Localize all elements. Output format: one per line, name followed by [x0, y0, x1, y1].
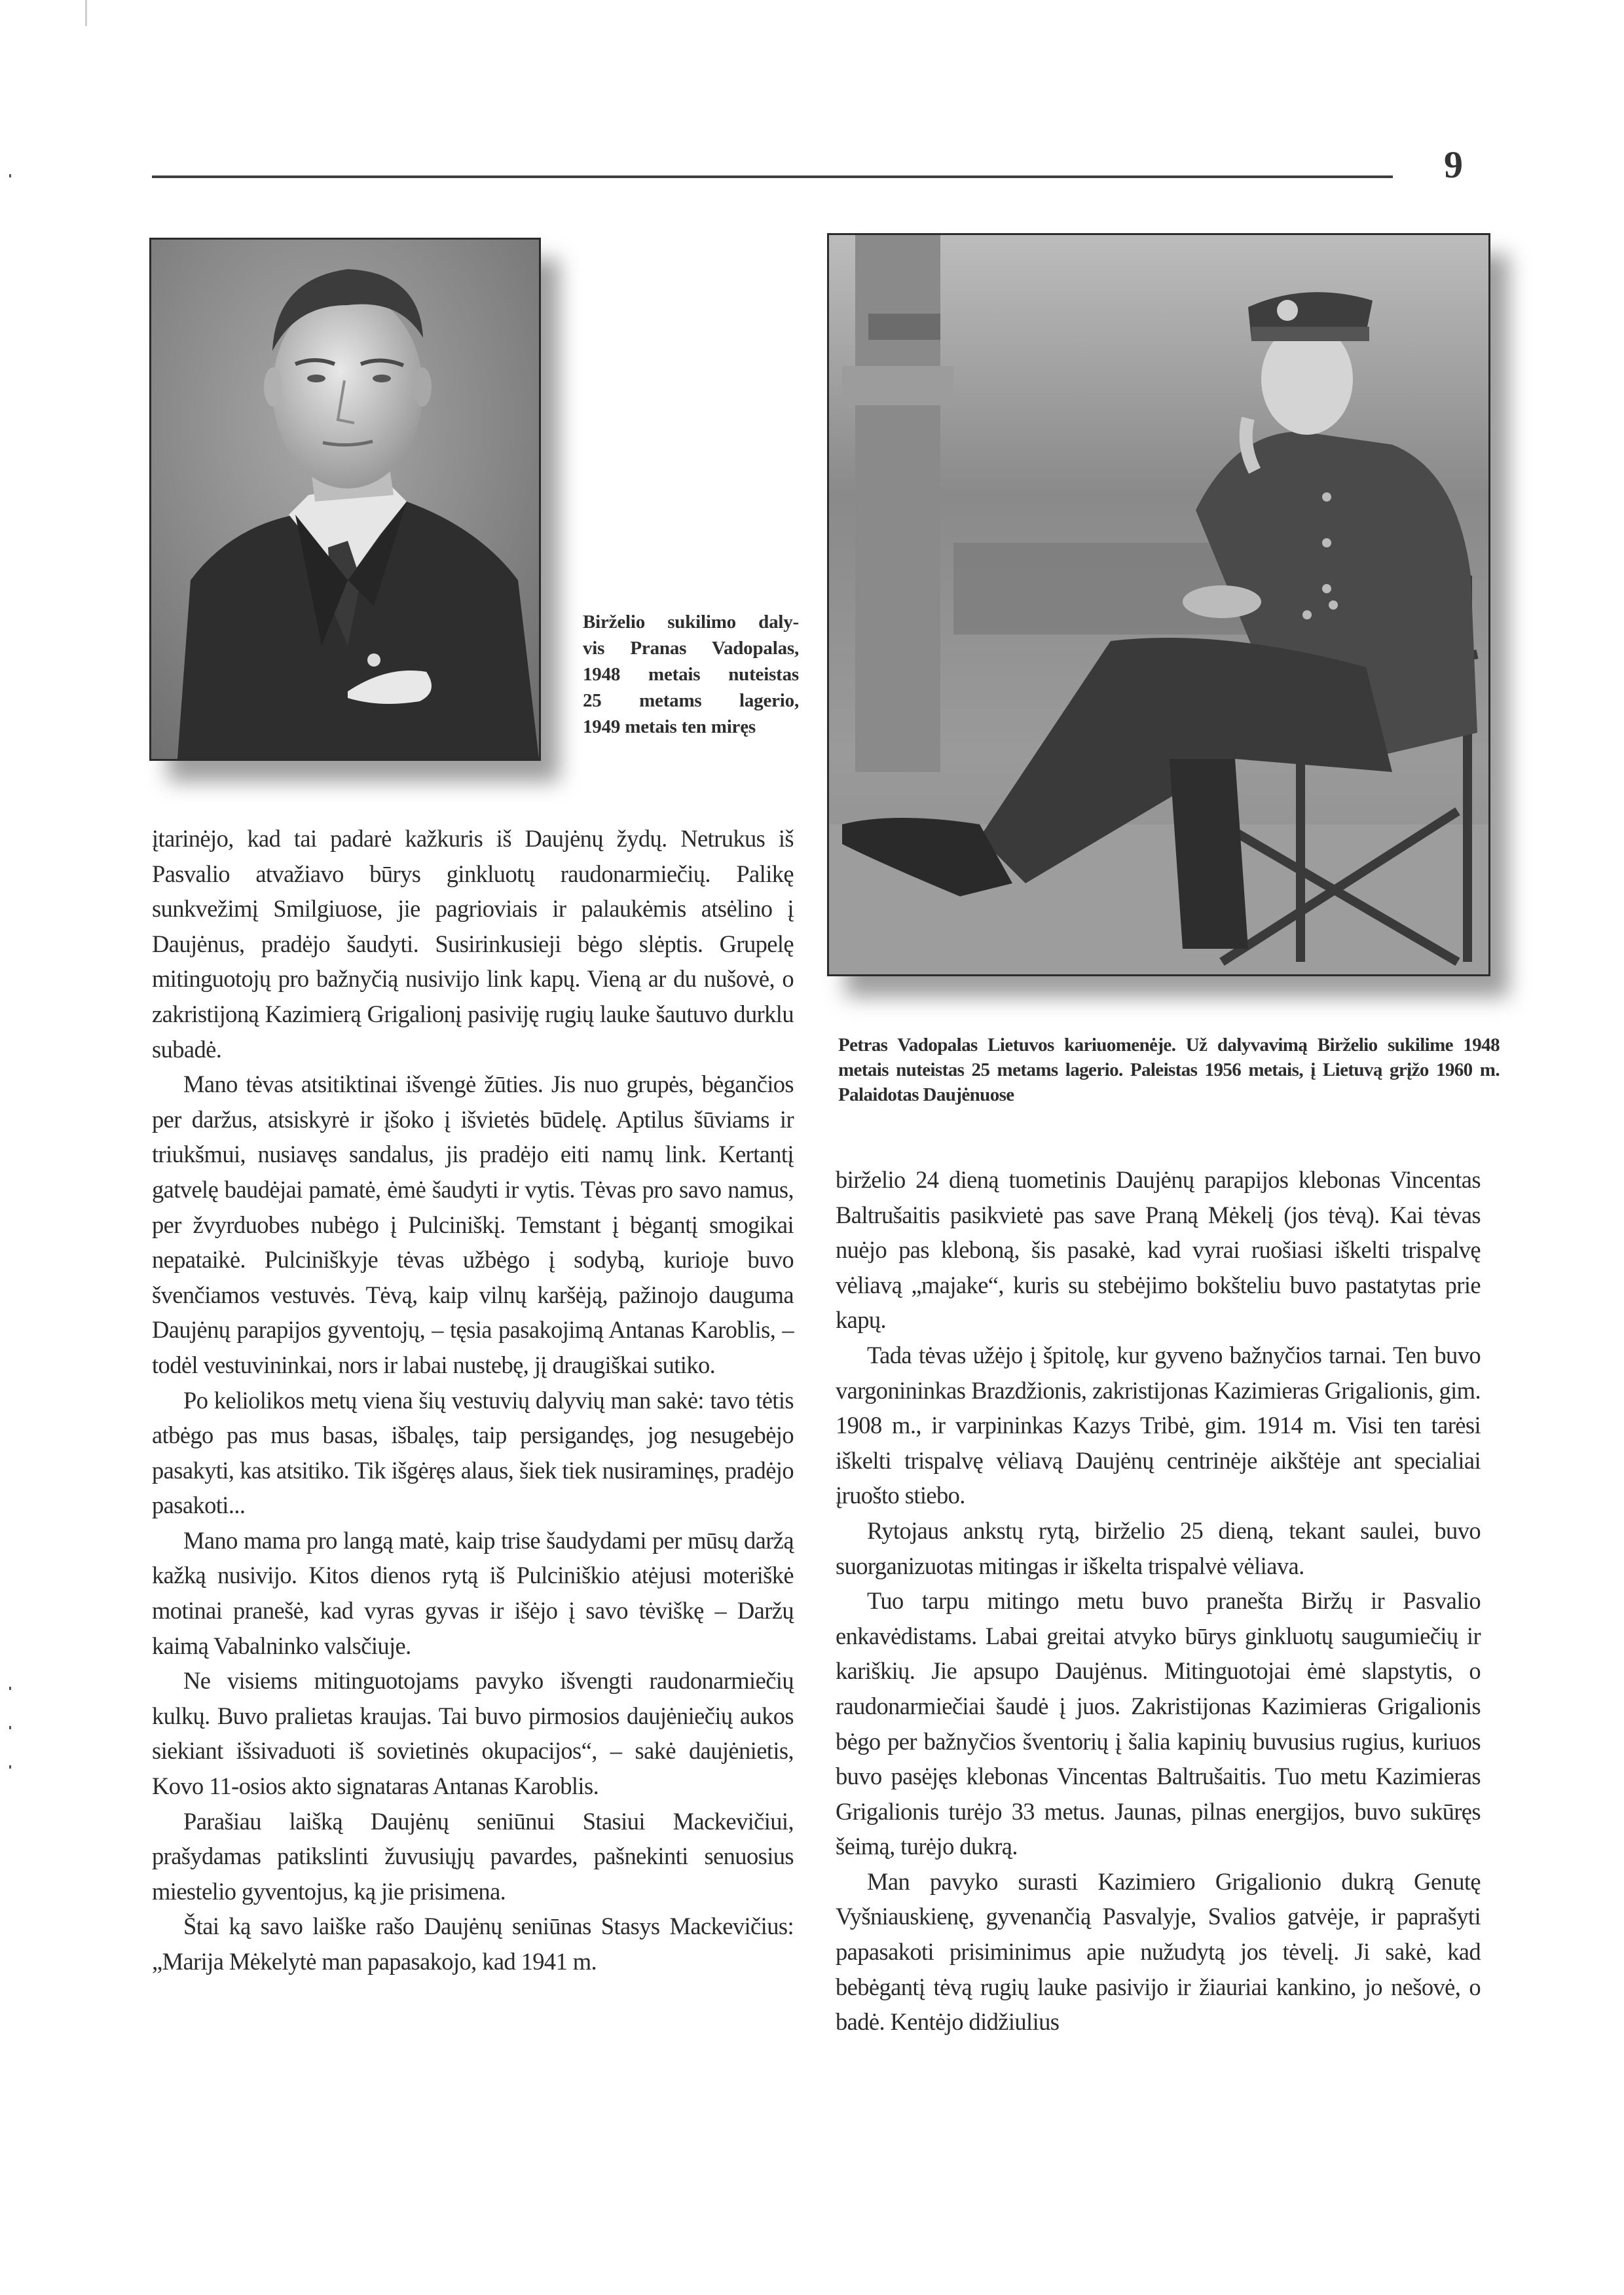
caption-line: vis Pranas Vadopalas,	[583, 638, 799, 659]
caption-line: 25 metams lagerio,	[583, 690, 799, 711]
paragraph: Man pavyko surasti Kazimiero Grigalionio dukrą Genutę Vyšniauskienę, gyvenančią Pasvalyje, Svalios gatvėje, ir paprašyti papasakoti prisiminimus apie nužudytą jos tėvelį. Ji sakė, kad bebėgantį tėvą rugių lauke pasivijo ir žiauriai kankino, jo nešovė, o badė. Kentėjo didžiulius	[836, 1867, 1481, 2036]
paragraph: Mano tėvas atsitiktinai išvengė žūties. Jis nuo grupės, bėgančios per daržus, atsiskyrė ir įšoko į išvietės būdelę. Aptilus šūviams ir triukšmui, nusiavęs sandalus, jis pradėjo eiti namų link. Kertantį gatvelę baudėjai pamatė, ėmė šaudyti ir vytis. Tėvas pro savo namus, per žvyrduobes nubėgo į Pulciniškį. Temstant į bėgantį smogikai nepataikė. Pulciniškyje tėvas užbėgo į sodybą, kurioje buvo švenčiamos vestuvės. Tėvą, kaip vilnų karšėją, pažinojo dauguma Daujėnų parapijos gyventojų, – tęsia pasakojimą Antanas Karoblis, – todėl vestuvininkai, nors ir labai nustebę, jį draugiškai sutiko.	[152, 1071, 794, 1378]
paragraph: Ne visiems mitinguotojams pavyko išvengti raudonarmiečių kulkų. Buvo pralietas kraujas. Tai buvo pirmosios daujėniečių aukos siekiant išsivaduoti iš sovietinės okupacijos“, – sakė daujėnietis, Kovo 11-osios akto signataras Antanas Karoblis.	[152, 1667, 794, 1800]
paragraph: Tuo tarpu mitingo metu buvo pranešta Biržų ir Pasvalio enkavėdistams. Labai greitai atvyko būrys ginkluotų saugumiečių ir kariškių. Jie apsupo Daujėnus. Mitinguotojai ėmė slapstytis, o raudonarmiečiai šaudė į juos. Zakristijonas Kazimieras Grigalionis bėgo per bažnyčios šventorių į šalia kapinių buvusius rugius, kuriuos buvo pasėjęs klebonas Vincentas Baltrušaitis. Tuo metu Kazimieras Grigalionis turėjo 33 metus. Jaunas, pilnas energijos, buvo sukūręs šeimą, turėjo dukrą.	[836, 1587, 1481, 1860]
paragraph: Po keliolikos metų viena šių vestuvių dalyvių man sakė: tavo tėtis atbėgo pas mus basas, išbalęs, taip persigandęs, jog nesugebėjo pasakyti, kas atsitiko. Tik išgėręs alaus, šiek tiek nusiraminęs, pradėjo pasakoti...	[152, 1386, 794, 1519]
paragraph: Parašiau laišką Daujėnų seniūnui Stasiui Mackevičiui, prašydamas patikslinti žuvusiųjų pavardes, pašnekinti senuosius miestelio gyventojus, ką jie prisimena.	[152, 1807, 794, 1905]
header-rule	[152, 175, 1393, 178]
portrait-photo-seated-soldier-icon	[829, 235, 1488, 974]
page-number: 9	[1444, 143, 1463, 186]
paragraph: įtarinėjo, kad tai padarė kažkuris iš Daujėnų žydų. Netrukus iš Pasvalio atvažiavo būrys ginkluotų raudonarmiečių. Palikę sunkvežimį Smilgiuose, jie pagrioviais ir palaukėmis atsėlino į Daujėnus, pradėjo šaudyti. Susirinkusieji bėgo slėptis. Grupelę mitinguotojų pro bažnyčią nusivijo link kapų. Vieną ar du nušovė, o zakristijoną Kazimierą Grigalionį pasiviję rugių lauke šautuvo durklu subadė.	[152, 825, 794, 1063]
scan-edge-mark	[9, 1765, 11, 1769]
portrait-photo-man-in-suit-icon	[151, 240, 539, 759]
portrait-photo-left	[149, 238, 541, 761]
caption-line: 1949 metais ten miręs	[583, 716, 756, 737]
caption-line: 1948 metais nuteistas	[583, 664, 799, 685]
scan-edge-mark	[9, 1726, 11, 1729]
photo-right-caption: Petras Vadopalas Lietuvos kariuomenėje. Už dalyvavimą Birželio sukilime 1948 metais nuteistas 25 metams lagerio. Paleistas 1956 metais, į Lietuvą grįžo 1960 m. Palaidotas Daujėnuose	[838, 1035, 1500, 1105]
text-column-right	[836, 1162, 1481, 2040]
paragraph: Rytojaus ankstų rytą, birželio 25 dieną, tekant saulei, buvo suorganizuotas mitingas ir iškelta trispalvė vėliava.	[836, 1516, 1481, 1579]
photo-left-caption	[583, 609, 799, 740]
paragraph: Štai ką savo laiške rašo Daujėnų seniūnas Stasys Mackevičius: „Marija Mėkelytė man papasakojo, kad 1941 m.	[152, 1913, 794, 1975]
paragraph: Mano mama pro langą matė, kaip trise šaudydami per mūsų daržą kažką nusivijo. Kitos dienos rytą iš Pulciniškio atėjusi moteriškė motinai pranešė, kad vyras gyvas ir išėjo į savo tėviškę – Daržų kaimą Vabalninko valsčiuje.	[152, 1526, 794, 1659]
caption-line: Birželio sukilimo daly-	[583, 612, 799, 633]
portrait-photo-right	[827, 233, 1490, 976]
scan-edge-mark	[9, 1687, 11, 1690]
text-column-left	[152, 821, 794, 1979]
paragraph: Tada tėvas užėjo į špitolę, kur gyveno bažnyčios tarnai. Ten buvo vargonininkas Brazdžionis, zakristijonas Kazimieras Grigalionis, gim. 1908 m., ir varpininkas Kazys Tribė, gim. 1914 m. Visi ten tarėsi iškelti trispalvę vėliavą Daujėnų centrinėje aikštėje ant specialiai įruošto stiebo.	[836, 1341, 1481, 1509]
scan-edge-mark	[85, 0, 87, 26]
scan-edge-mark	[9, 174, 11, 177]
paragraph: birželio 24 dieną tuometinis Daujėnų parapijos klebonas Vincentas Baltrušaitis pasikvietė pas save Praną Mėkelį (jos tėvą). Kai tėvas nuėjo pas kleboną, šis pasakė, kad vyrai ruošiasi iškelti trispalvę vėliavą „majake“, kuris su stebėjimo bokšteliu buvo pastatytas prie kapų.	[836, 1166, 1481, 1334]
